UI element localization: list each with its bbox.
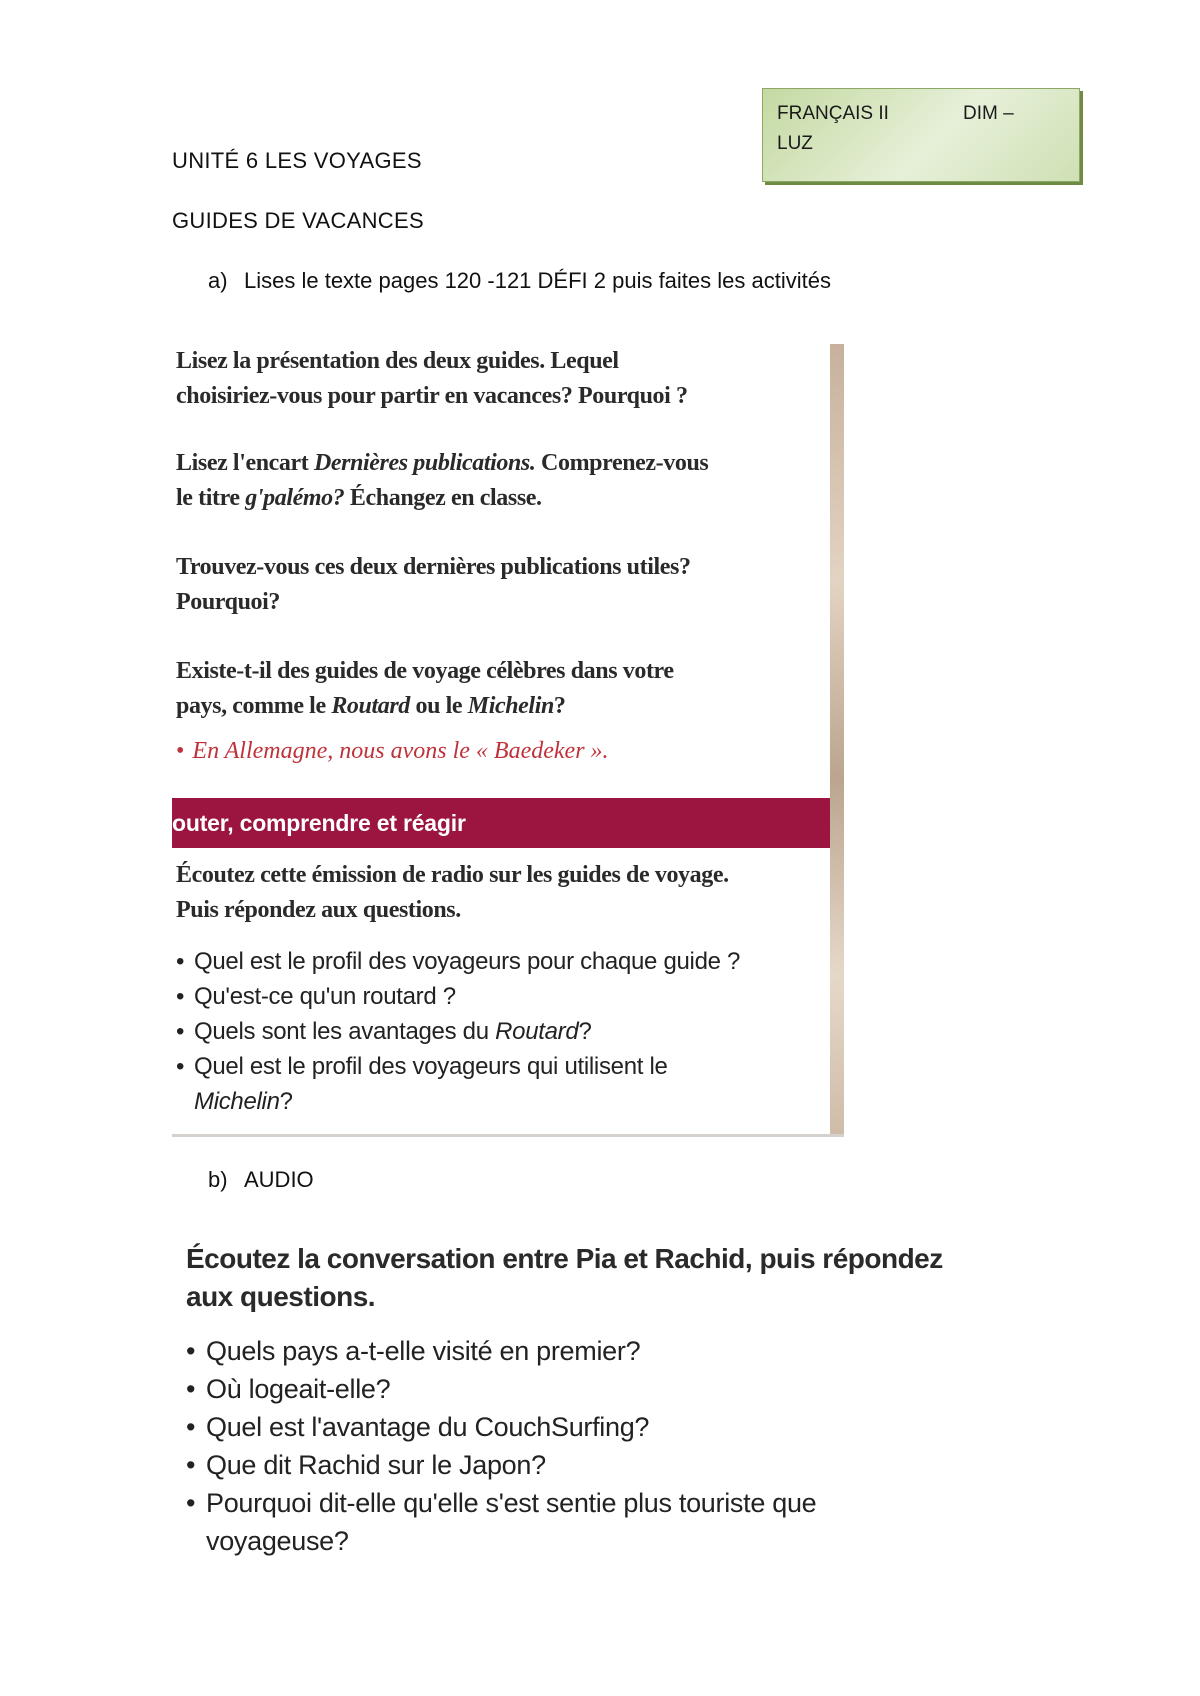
instruction-b-marker: b) bbox=[208, 1167, 228, 1192]
question-4 bbox=[176, 654, 816, 724]
question-2-line-2-italic: g'palémo? bbox=[245, 485, 345, 511]
example-answer bbox=[176, 738, 609, 765]
question-4-line-1: Existe-t-il des guides de voyage célèbres dans votre bbox=[176, 658, 674, 684]
audio-instructions-line-1: Écoutez la conversation entre Pia et Rachid, puis répondez bbox=[186, 1243, 943, 1274]
list-item bbox=[186, 1484, 946, 1560]
question-3 bbox=[176, 550, 816, 620]
list-item-end: ? bbox=[279, 1088, 293, 1115]
course-label-row bbox=[777, 99, 1065, 129]
list-item: • Quels pays a-t-elle visité en premier? bbox=[186, 1332, 946, 1370]
question-4-end: ? bbox=[553, 693, 566, 719]
routard-italic: Routard bbox=[331, 693, 410, 719]
example-text: En Allemagne, nous avons le « Baedeker ». bbox=[192, 738, 609, 764]
instruction-a bbox=[208, 268, 831, 294]
question-1-line-2: choisiriez-vous pour partir en vacances? Pourquoi ? bbox=[176, 383, 688, 409]
list-item bbox=[176, 1049, 816, 1119]
list-item: • Quel est l'avantage du CouchSurfing? bbox=[186, 1408, 946, 1446]
list-item-italic: Michelin bbox=[194, 1088, 280, 1115]
section-band: outer, comprendre et réagir bbox=[172, 798, 830, 848]
question-1 bbox=[176, 344, 816, 414]
unit-title: UNITÉ 6 LES VOYAGES bbox=[172, 148, 422, 173]
question-4-text: pays, comme le bbox=[176, 693, 332, 719]
list-item: • Quel est le profil des voyageurs pour chaque guide ? bbox=[176, 944, 816, 979]
list-item-italic: Routard bbox=[495, 1018, 579, 1045]
question-2-line-2 bbox=[176, 481, 816, 516]
question-2-line-2-end: Échangez en classe. bbox=[344, 485, 542, 511]
question-2-line-1 bbox=[176, 446, 816, 481]
teacher-name: LUZ bbox=[777, 133, 813, 154]
list-item-text: Quel est le profil des voyageurs qui utilisent le bbox=[194, 1053, 668, 1080]
audio-instructions-line-2: aux questions. bbox=[186, 1281, 376, 1312]
question-4-mid: ou le bbox=[409, 693, 468, 719]
listening-instructions bbox=[176, 858, 816, 928]
question-2-italic: Dernières publications. bbox=[313, 450, 536, 476]
list-item-continuation: voyageuse? bbox=[206, 1526, 349, 1556]
listening-line-2: Puis répondez aux questions. bbox=[176, 897, 461, 923]
question-2-line-2-text: le titre bbox=[176, 485, 246, 511]
audio-questions bbox=[186, 1332, 946, 1560]
instruction-b-text: AUDIO bbox=[244, 1167, 314, 1192]
list-item: • Qu'est-ce qu'un routard ? bbox=[176, 979, 816, 1014]
list-item: • Que dit Rachid sur le Japon? bbox=[186, 1446, 946, 1484]
textbook-excerpt-guides bbox=[172, 344, 844, 1137]
question-1-line-1: Lisez la présentation des deux guides. Lequel bbox=[176, 348, 619, 374]
section-title: GUIDES DE VACANCES bbox=[172, 208, 424, 233]
question-3-line-1: Trouvez-vous ces deux dernières publications utiles? bbox=[176, 554, 691, 580]
question-2-text: Lisez l'encart bbox=[176, 450, 314, 476]
textbook-excerpt-audio bbox=[186, 1240, 946, 1570]
question-2-text-end: Comprenez-vous bbox=[535, 450, 709, 476]
list-item-text: Pourquoi dit-elle qu'elle s'est sentie plus touriste que bbox=[206, 1488, 817, 1518]
example-bullet: • bbox=[176, 738, 185, 764]
list-item: • Où logeait-elle? bbox=[186, 1370, 946, 1408]
listening-questions bbox=[176, 944, 816, 1119]
course-name: FRANÇAIS II bbox=[777, 103, 889, 124]
instruction-b bbox=[208, 1167, 314, 1193]
photo-edge-decoration bbox=[830, 344, 844, 1134]
listening-line-1: Écoutez cette émission de radio sur les guides de voyage. bbox=[176, 862, 729, 888]
instruction-a-text: Lises le texte pages 120 -121 DÉFI 2 puis faites les activités bbox=[244, 268, 831, 293]
list-item-end: ? bbox=[578, 1018, 592, 1045]
michelin-italic: Michelin bbox=[467, 693, 554, 719]
instruction-a-marker: a) bbox=[208, 268, 228, 293]
list-item bbox=[176, 1014, 816, 1049]
question-2 bbox=[176, 446, 816, 516]
course-label-box bbox=[762, 88, 1080, 182]
teacher-code: DIM – bbox=[963, 103, 1014, 124]
question-4-line-2 bbox=[176, 689, 816, 724]
question-3-line-2: Pourquoi? bbox=[176, 589, 280, 615]
audio-instructions bbox=[186, 1240, 946, 1316]
list-item-text: Quels sont les avantages du bbox=[194, 1018, 496, 1045]
